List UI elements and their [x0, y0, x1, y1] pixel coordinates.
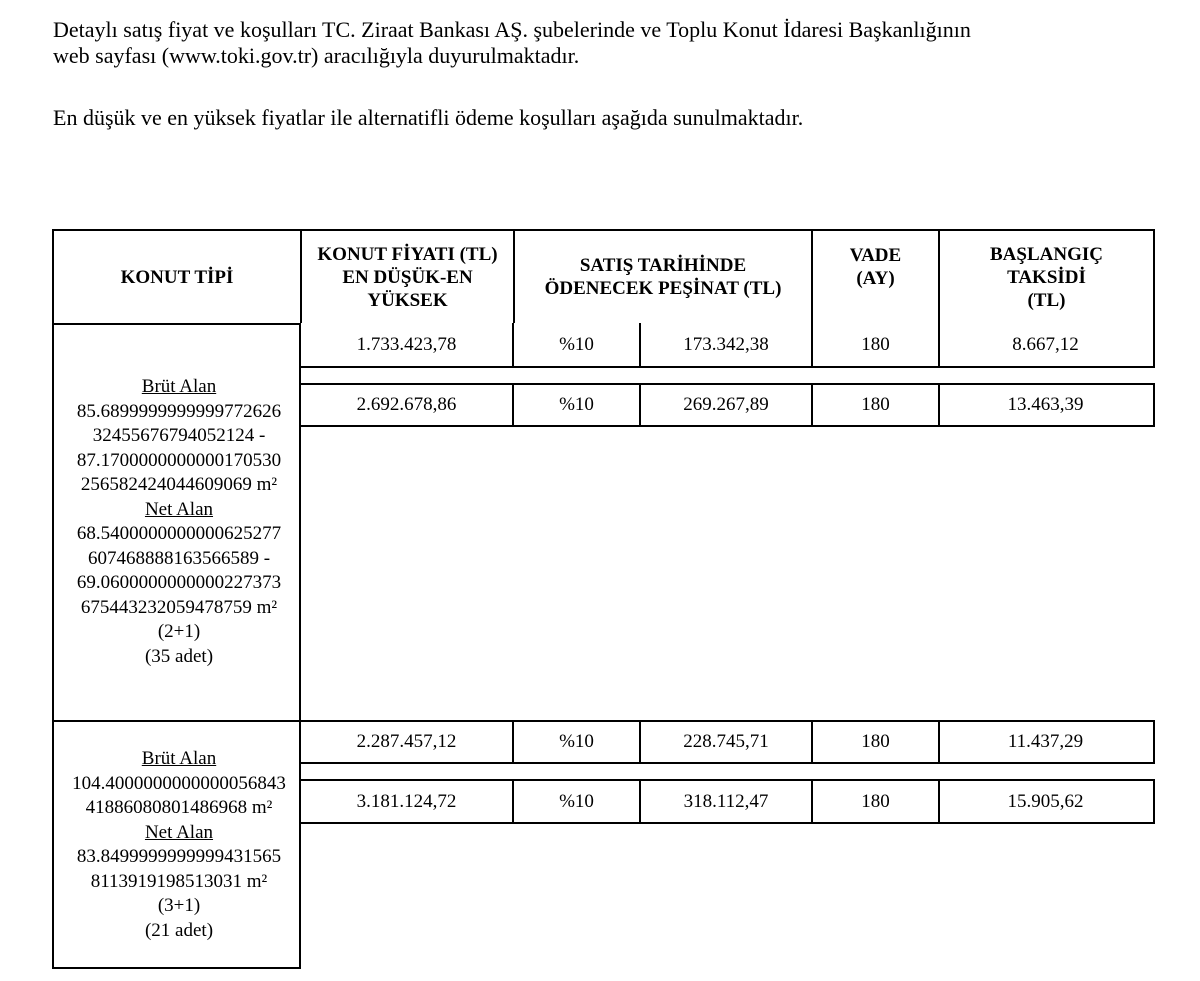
- price-cell: 2.692.678,86: [356, 394, 457, 415]
- price-cell: 1.733.423,78: [356, 333, 457, 355]
- term-cell: 180: [861, 394, 890, 415]
- rate-cell: %10: [559, 394, 594, 415]
- table-row: [299, 779, 1155, 824]
- table-row: [299, 383, 1155, 427]
- type-label-net: Net Alan: [144, 498, 214, 520]
- down-payment-cell: 318.112,47: [683, 790, 769, 812]
- table-row: [299, 323, 1155, 368]
- rate-cell: %10: [559, 790, 594, 812]
- installment-cell: 11.437,29: [1007, 731, 1084, 752]
- type-label-net: Net Alan: [144, 821, 214, 843]
- header-konut-tipi: KONUT TİPİ: [120, 266, 234, 288]
- installment-cell: 13.463,39: [1007, 394, 1084, 415]
- table-row: [299, 720, 1155, 764]
- konut-tipi-cell: Brüt Alan 85.6899999999999772626 32455676794052124 - 87.1700000000000170530 256582424044609069 m² Net Alan 68.5400000000000625277 607468888163566589 - 69.0600000000000227373 675443232059478759 m² (2+1) (35 adet): [52, 323, 301, 722]
- term-cell: 180: [861, 790, 890, 812]
- table-header: [52, 229, 1155, 325]
- installment-cell: 8.667,12: [1012, 333, 1079, 355]
- down-payment-cell: 269.267,89: [683, 394, 769, 415]
- installment-cell: 15.905,62: [1007, 790, 1084, 812]
- header-pesinat: SATIŞ TARİHİNDE ÖDENECEK PEŞİNAT (TL): [544, 255, 782, 299]
- konut-tipi-cell: Brüt Alan 104.4000000000000056843 41886080801486968 m² Net Alan 83.8499999999999431565 8113919198513031 m² (3+1) (21 adet): [52, 720, 301, 969]
- intro-note: [53, 105, 803, 131]
- price-cell: 2.287.457,12: [356, 731, 457, 752]
- header-vade: VADE (AY): [849, 245, 902, 289]
- down-payment-cell: 173.342,38: [683, 333, 769, 355]
- intro-line-1: Detaylı satış fiyat ve koşulları TC. Ziraat Bankası AŞ. şubelerinde ve Toplu Konut İdaresi Başkanlığının: [53, 17, 971, 42]
- type-label-brut: Brüt Alan: [141, 748, 217, 769]
- type-label-brut: Brüt Alan: [141, 376, 217, 397]
- intro-paragraph: [53, 17, 971, 69]
- term-cell: 180: [861, 731, 890, 752]
- down-payment-cell: 228.745,71: [683, 731, 769, 752]
- header-konut-fiyati: KONUT FİYATI (TL) EN DÜŞÜK-EN YÜKSEK: [317, 243, 498, 311]
- intro-line-3: En düşük ve en yüksek fiyatlar ile alternatifli ödeme koşulları aşağıda sunulmaktadır.: [53, 105, 804, 130]
- rate-cell: %10: [559, 333, 594, 355]
- term-cell: 180: [861, 333, 890, 355]
- header-taksit: BAŞLANGIÇ TAKSİDİ (TL): [990, 243, 1103, 311]
- intro-line-2: web sayfası (www.toki.gov.tr) aracılığıyla duyurulmaktadır.: [53, 43, 580, 68]
- price-cell: 3.181.124,72: [356, 790, 457, 812]
- rate-cell: %10: [559, 731, 594, 752]
